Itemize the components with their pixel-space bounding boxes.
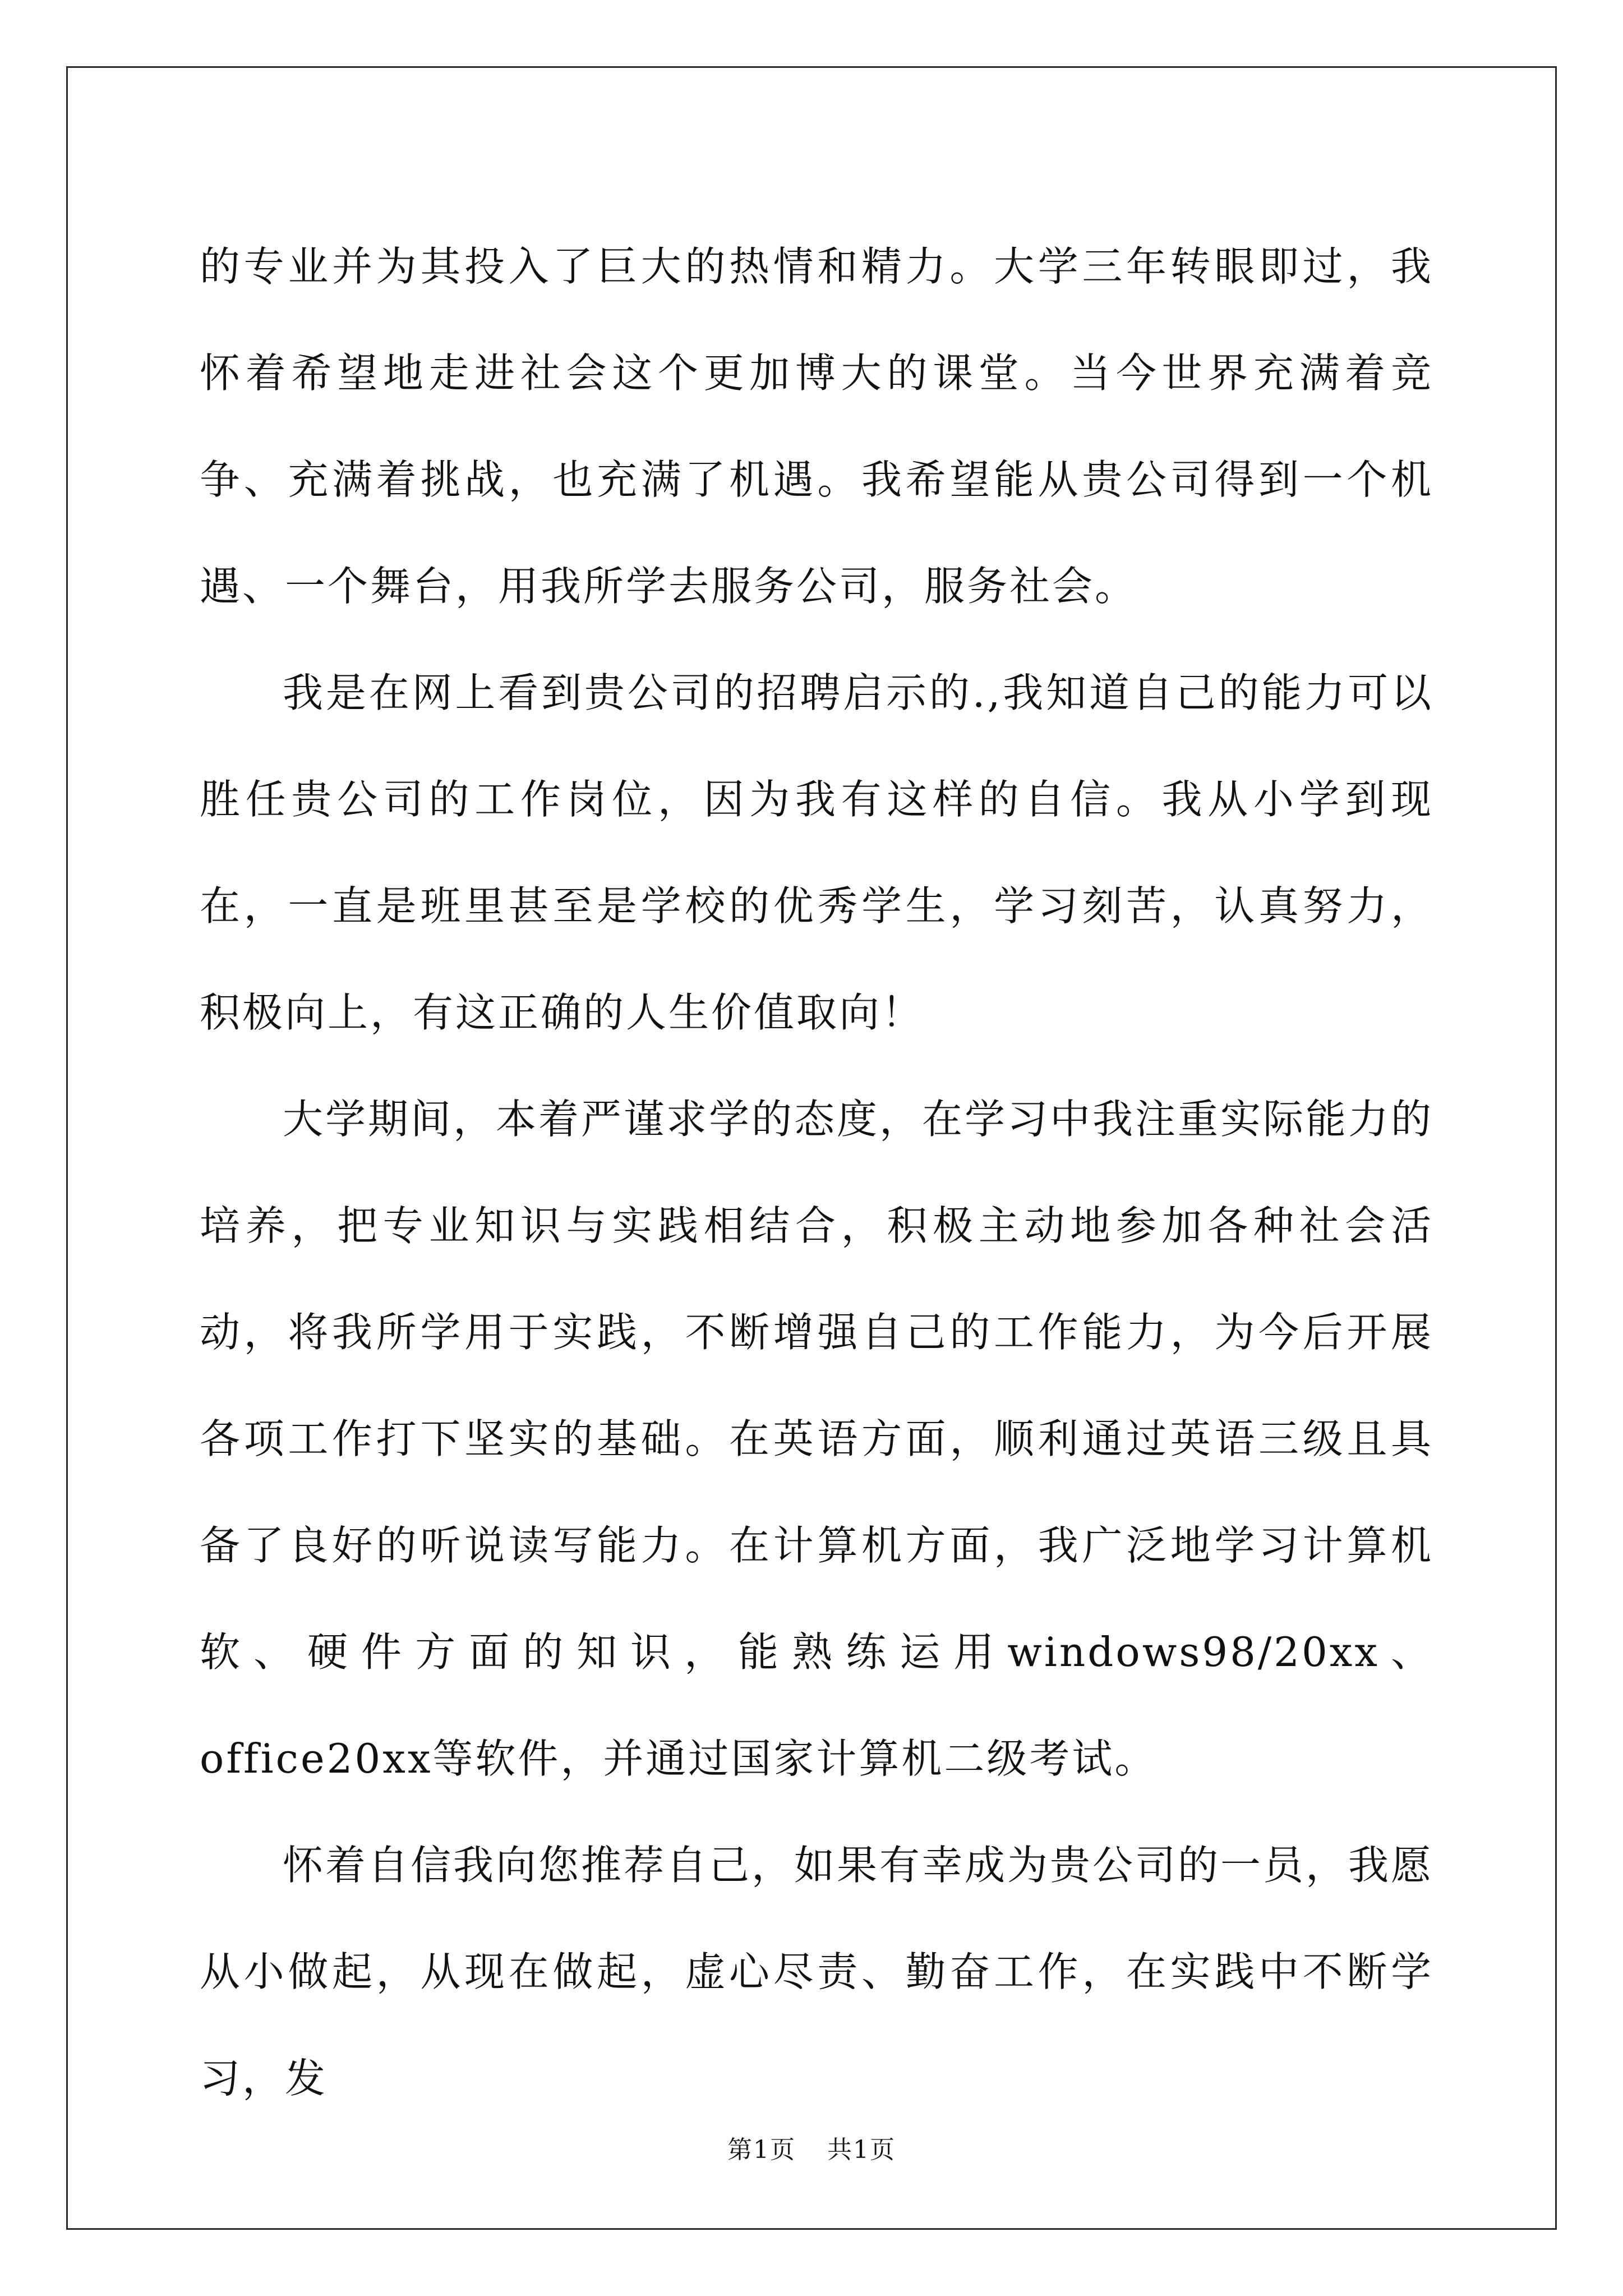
page-footer	[0, 2129, 1623, 2165]
paragraph-3: 大学期间，本着严谨求学的态度，在学习中我注重实际能力的培养，把专业知识与实践相结合，积极主动地参加各种社会活动，将我所学用于实践，不断增强自己的工作能力，为今后开展各项工作打下坚实的基础。在英语方面，顺利通过英语三级且具备了良好的听说读写能力。在计算机方面，我广泛地学习计算机软、硬件方面的知识，能熟练运用windows98/20xx、office20xx等软件，并通过国家计算机二级考试。	[200, 1096, 1434, 1782]
page-total: 共1页	[827, 2136, 896, 2164]
document-body	[200, 213, 1433, 2132]
paragraph-4: 怀着自信我向您推荐自己，如果有幸成为贵公司的一员，我愿从小做起，从现在做起，虚心尽责、勤奋工作，在实践中不断学习，发	[200, 1842, 1434, 2102]
paragraph-2: 我是在网上看到贵公司的招聘启示的.,我知道自己的能力可以胜任贵公司的工作岗位，因为我有这样的自信。我从小学到现在，一直是班里甚至是学校的优秀学生，学习刻苦，认真努力，积极向上，有这正确的人生价值取向！	[200, 669, 1433, 1036]
paragraph-1: 的专业并为其投入了巨大的热情和精力。大学三年转眼即过，我怀着希望地走进社会这个更加博大的课堂。当今世界充满着竞争、充满着挑战，也充满了机遇。我希望能从贵公司得到一个机遇、一个舞台，用我所学去服务公司，服务社会。	[200, 243, 1433, 610]
page-number: 第1页	[727, 2136, 796, 2164]
